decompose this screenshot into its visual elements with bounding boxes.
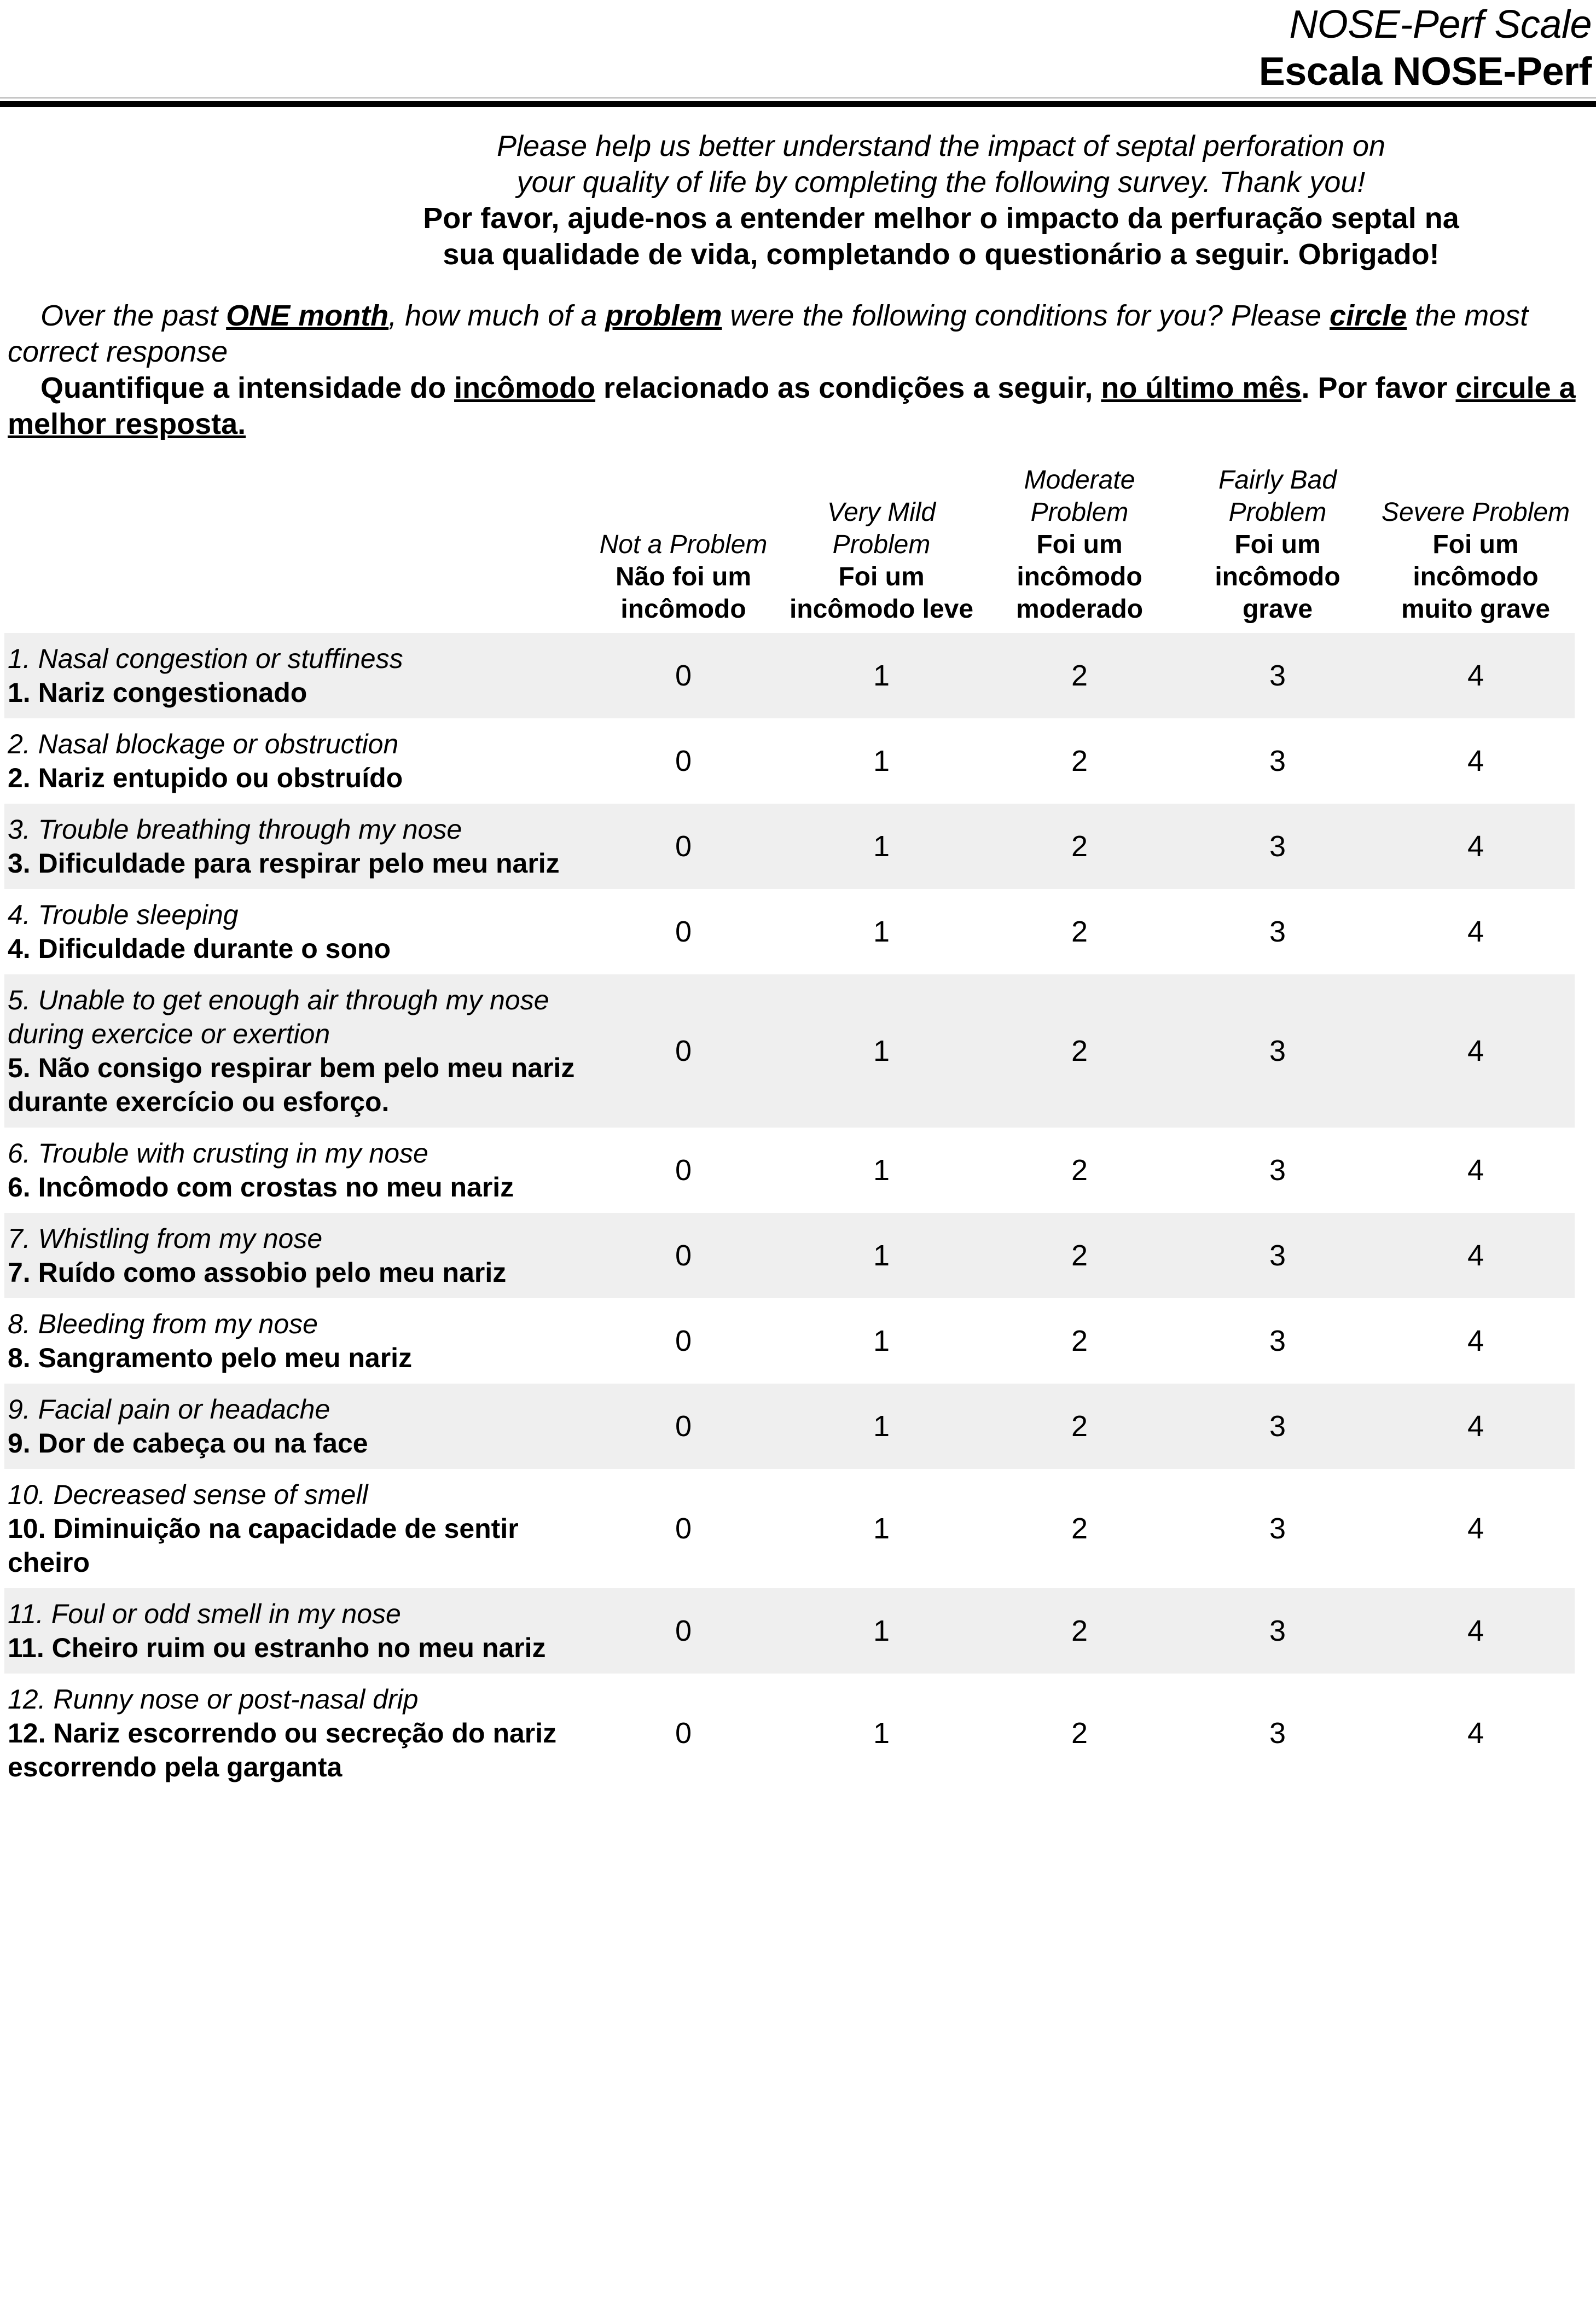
score-option-2[interactable]: 2 — [1071, 1325, 1088, 1357]
item-text-english: 6. Trouble with crusting in my nose — [8, 1138, 428, 1169]
score-option-0[interactable]: 0 — [675, 1154, 692, 1187]
score-option-2[interactable]: 2 — [1071, 830, 1088, 863]
item-text-portuguese: 3. Dificuldade para respirar pelo meu nariz — [8, 848, 560, 879]
score-option-4[interactable]: 4 — [1467, 1035, 1484, 1067]
score-option-3[interactable]: 3 — [1269, 830, 1286, 863]
score-option-0[interactable]: 0 — [675, 1035, 692, 1067]
header-option-2-portuguese: Foi um incômodo moderado — [1015, 530, 1144, 624]
header-option-2 — [980, 464, 1179, 633]
score-option-3[interactable]: 3 — [1269, 1614, 1286, 1647]
score-option-3[interactable]: 3 — [1269, 1325, 1286, 1357]
intro-english-line-1: Please help us better understand the impact of septal perforation on — [496, 130, 1386, 162]
intro-english-line-2: your quality of life by completing the following survey. Thank you! — [516, 166, 1366, 199]
header-thin-rule — [0, 97, 1596, 98]
score-option-2[interactable]: 2 — [1071, 1239, 1088, 1272]
item-text-portuguese: 12. Nariz escorrendo ou secreção do nariz escorrendo pela garganta — [8, 1718, 557, 1782]
item-label-cell — [4, 718, 584, 804]
item-label-cell — [4, 1674, 584, 1793]
item-text-portuguese: 9. Dor de cabeça ou na face — [8, 1428, 368, 1459]
table-row — [4, 718, 1575, 804]
score-option-2[interactable]: 2 — [1071, 1512, 1088, 1545]
table-row — [4, 1588, 1575, 1674]
score-option-1[interactable]: 1 — [873, 1410, 890, 1443]
score-option-2[interactable]: 2 — [1071, 745, 1088, 777]
item-text-portuguese: 5. Não consigo respirar bem pelo meu nariz durante exercício ou esforço. — [8, 1053, 575, 1117]
item-text-english: 1. Nasal congestion or stuffiness — [8, 643, 403, 674]
score-option-2[interactable]: 2 — [1071, 659, 1088, 692]
header-option-4 — [1377, 464, 1575, 633]
instr-en-problem: problem — [605, 299, 722, 332]
score-option-3[interactable]: 3 — [1269, 1512, 1286, 1545]
instr-en-part-g: the most correct response — [8, 299, 1529, 368]
table-row — [4, 1298, 1575, 1384]
item-label-cell — [4, 974, 584, 1128]
instr-pt-part-a: Quantifique a intensidade do — [40, 371, 455, 404]
item-text-english: 11. Foul or odd smell in my nose — [8, 1599, 401, 1629]
score-option-2[interactable]: 2 — [1071, 915, 1088, 948]
score-option-4[interactable]: 4 — [1467, 830, 1484, 863]
page-title-english: NOSE-Perf Scale — [1289, 3, 1592, 47]
item-text-portuguese: 7. Ruído como assobio pelo meu nariz — [8, 1257, 507, 1288]
score-option-0[interactable]: 0 — [675, 1325, 692, 1357]
item-text-portuguese: 1. Nariz congestionado — [8, 677, 307, 708]
score-option-1[interactable]: 1 — [873, 1614, 890, 1647]
instructions-english — [8, 298, 1586, 370]
score-option-4[interactable]: 4 — [1467, 659, 1484, 692]
item-label-cell — [4, 1588, 584, 1674]
item-text-portuguese: 2. Nariz entupido ou obstruído — [8, 763, 403, 793]
item-text-english: 4. Trouble sleeping — [8, 899, 239, 930]
score-option-1[interactable]: 1 — [873, 1154, 890, 1187]
instr-pt-ultimo-mes: no último mês — [1101, 371, 1302, 404]
score-option-3[interactable]: 3 — [1269, 1410, 1286, 1443]
score-option-3[interactable]: 3 — [1269, 1154, 1286, 1187]
score-option-0[interactable]: 0 — [675, 830, 692, 863]
item-text-english: 2. Nasal blockage or obstruction — [8, 729, 399, 759]
score-option-0[interactable]: 0 — [675, 1512, 692, 1545]
item-label-cell — [4, 1213, 584, 1298]
score-option-4[interactable]: 4 — [1467, 745, 1484, 777]
item-label-cell — [4, 889, 584, 974]
table-body — [4, 633, 1575, 1793]
instr-pt-part-c: relacionado as condições a seguir, — [595, 371, 1101, 404]
table-row — [4, 1128, 1575, 1213]
score-option-0[interactable]: 0 — [675, 1614, 692, 1647]
table-row — [4, 804, 1575, 889]
score-option-2[interactable]: 2 — [1071, 1035, 1088, 1067]
score-option-4[interactable]: 4 — [1467, 1410, 1484, 1443]
item-label-cell — [4, 804, 584, 889]
score-option-1[interactable]: 1 — [873, 1512, 890, 1545]
instructions-portuguese — [8, 370, 1586, 442]
table-row — [4, 1469, 1575, 1588]
score-option-4[interactable]: 4 — [1467, 1614, 1484, 1647]
score-option-0[interactable]: 0 — [675, 1239, 692, 1272]
item-text-english: 12. Runny nose or post-nasal drip — [8, 1684, 419, 1715]
item-text-portuguese: 4. Dificuldade durante o sono — [8, 933, 391, 964]
score-option-2[interactable]: 2 — [1071, 1614, 1088, 1647]
score-option-2[interactable]: 2 — [1071, 1717, 1088, 1750]
score-option-0[interactable]: 0 — [675, 915, 692, 948]
item-text-portuguese: 10. Diminuição na capacidade de sentir cheiro — [8, 1513, 519, 1578]
header-item-column — [4, 464, 584, 633]
item-text-portuguese: 6. Incômodo com crostas no meu nariz — [8, 1172, 514, 1203]
instr-pt-part-e: . Por favor — [1301, 371, 1456, 404]
table-header — [4, 464, 1575, 633]
intro-block — [345, 107, 1537, 272]
item-text-portuguese: 8. Sangramento pelo meu nariz — [8, 1343, 413, 1373]
header-option-3 — [1179, 464, 1377, 633]
header-option-0-english: Not a Problem — [599, 530, 768, 559]
score-option-2[interactable]: 2 — [1071, 1154, 1088, 1187]
intro-portuguese-line-2: sua qualidade de vida, completando o questionário a seguir. Obrigado! — [443, 238, 1440, 271]
item-text-english: 10. Decreased sense of smell — [8, 1479, 368, 1510]
score-option-0[interactable]: 0 — [675, 659, 692, 692]
score-option-1[interactable]: 1 — [873, 915, 890, 948]
table-row — [4, 1384, 1575, 1469]
score-option-4[interactable]: 4 — [1467, 1154, 1484, 1187]
table-row — [4, 1674, 1575, 1793]
score-option-3[interactable]: 3 — [1269, 1239, 1286, 1272]
table-row — [4, 889, 1575, 974]
item-label-cell — [4, 1384, 584, 1469]
item-text-english: 8. Bleeding from my nose — [8, 1309, 318, 1339]
header-option-1-english: Very Mild Problem — [827, 498, 936, 559]
table-row — [4, 1213, 1575, 1298]
score-option-3[interactable]: 3 — [1269, 745, 1286, 777]
score-option-2[interactable]: 2 — [1071, 1410, 1088, 1443]
score-option-1[interactable]: 1 — [873, 745, 890, 777]
header-option-1-portuguese: Foi um incômodo leve — [789, 562, 974, 624]
score-option-1[interactable]: 1 — [873, 659, 890, 692]
nose-perf-scale-table — [4, 464, 1575, 1793]
header-thick-rule — [0, 101, 1596, 107]
item-text-english: 7. Whistling from my nose — [8, 1223, 323, 1254]
score-option-4[interactable]: 4 — [1467, 1325, 1484, 1357]
item-text-english: 5. Unable to get enough air through my nose during exercice or exertion — [8, 985, 549, 1049]
header-option-2-english: Moderate Problem — [1024, 466, 1135, 527]
score-option-1[interactable]: 1 — [873, 1239, 890, 1272]
table-header-row — [4, 464, 1575, 633]
score-option-0[interactable]: 0 — [675, 745, 692, 777]
score-option-1[interactable]: 1 — [873, 1035, 890, 1067]
item-label-cell — [4, 1298, 584, 1384]
table-row — [4, 633, 1575, 718]
instr-pt-incomodo: incômodo — [454, 371, 596, 404]
score-option-1[interactable]: 1 — [873, 1717, 890, 1750]
item-label-cell — [4, 1128, 584, 1213]
page-title-portuguese: Escala NOSE-Perf — [1258, 50, 1592, 94]
score-option-3[interactable]: 3 — [1269, 915, 1286, 948]
score-option-4[interactable]: 4 — [1467, 1239, 1484, 1272]
score-option-4[interactable]: 4 — [1467, 915, 1484, 948]
item-label-cell — [4, 633, 584, 718]
instr-en-part-c: , how much of a — [388, 299, 606, 332]
item-text-english: 9. Facial pain or headache — [8, 1394, 330, 1425]
score-option-3[interactable]: 3 — [1269, 1717, 1286, 1750]
header-option-3-english: Fairly Bad Problem — [1218, 466, 1337, 527]
instr-en-part-a: Over the past — [40, 299, 227, 332]
header-option-1 — [782, 464, 980, 633]
item-text-portuguese: 11. Cheiro ruim ou estranho no meu nariz — [8, 1633, 546, 1663]
score-option-4[interactable]: 4 — [1467, 1512, 1484, 1545]
header-option-4-english: Severe Problem — [1381, 498, 1570, 527]
header-option-4-portuguese: Foi um incômodo muito grave — [1401, 530, 1551, 624]
item-text-english: 3. Trouble breathing through my nose — [8, 814, 462, 845]
score-option-3[interactable]: 3 — [1269, 659, 1286, 692]
score-option-3[interactable]: 3 — [1269, 1035, 1286, 1067]
instructions-block — [0, 272, 1596, 442]
instr-pt-circule: circule a melhor resposta. — [8, 371, 1576, 440]
header-option-0-portuguese: Não foi um incômodo — [616, 562, 751, 624]
score-option-0[interactable]: 0 — [675, 1717, 692, 1750]
header-option-3-portuguese: Foi um incômodo grave — [1215, 530, 1340, 624]
instr-en-circle: circle — [1330, 299, 1407, 332]
score-option-4[interactable]: 4 — [1467, 1717, 1484, 1750]
item-label-cell — [4, 1469, 584, 1588]
header-option-0 — [584, 464, 782, 633]
score-option-0[interactable]: 0 — [675, 1410, 692, 1443]
table-row — [4, 974, 1575, 1128]
instr-en-one-month: ONE month — [226, 299, 389, 332]
document-header — [0, 0, 1596, 95]
score-option-1[interactable]: 1 — [873, 1325, 890, 1357]
score-option-1[interactable]: 1 — [873, 830, 890, 863]
intro-portuguese-line-1: Por favor, ajude-nos a entender melhor o impacto da perfuração septal na — [423, 202, 1459, 235]
instr-en-part-e: were the following conditions for you? Please — [722, 299, 1330, 332]
